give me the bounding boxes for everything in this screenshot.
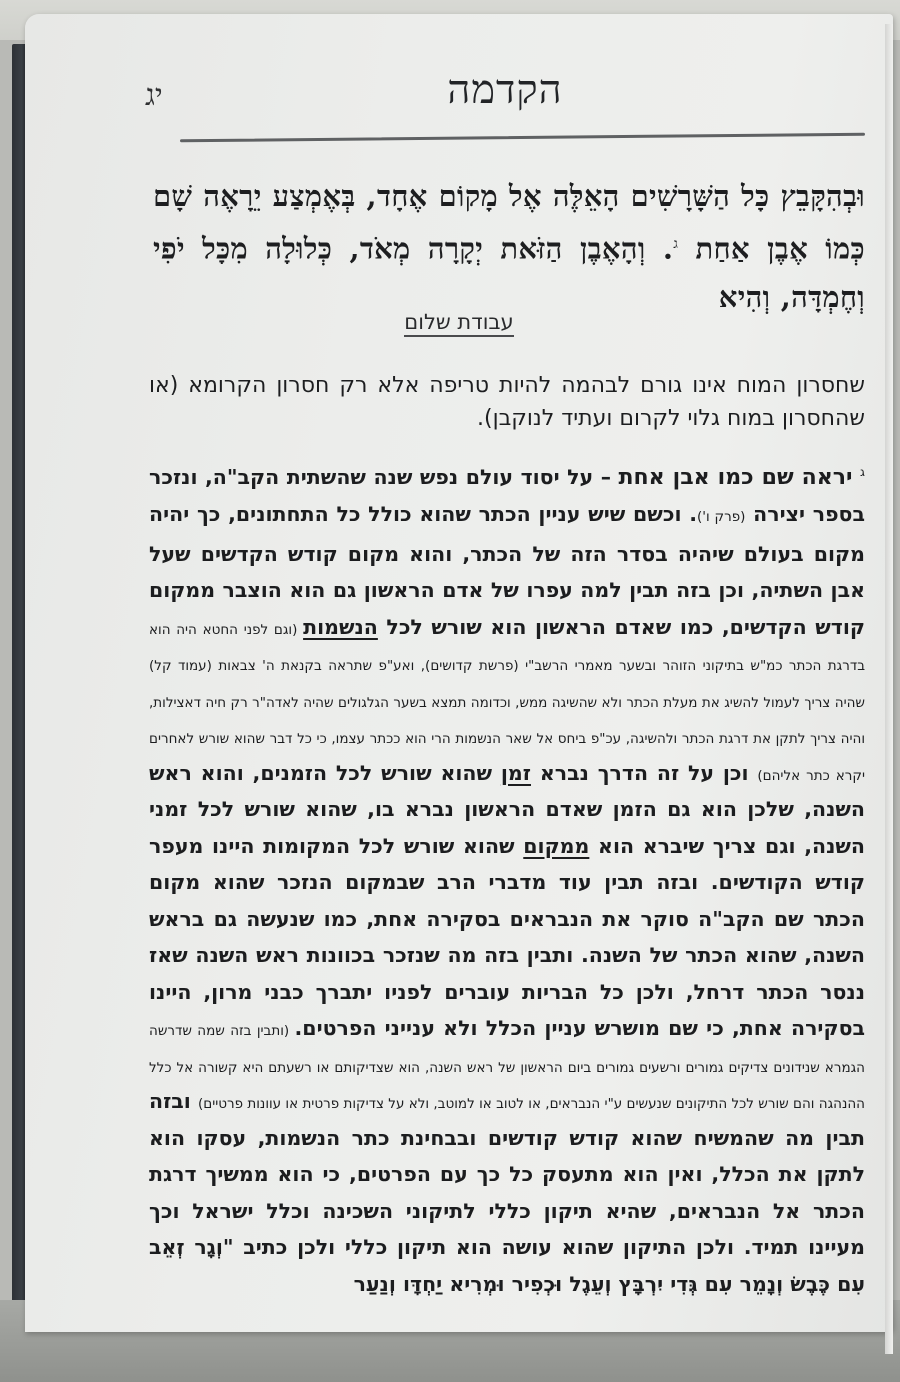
parenthetical-text: (וגם לפני החטא היה הוא בדרגת הכתר כמ"ש בתיקוני הזוהר ובשער מאמרי הרשב"י (149, 621, 865, 675)
parenthetical-text: , ואע"פ שתראה בקנאת ה' צבאות (211, 658, 426, 675)
page-title: הקדמה (447, 67, 563, 113)
footnote-marker: ג (673, 236, 679, 252)
page-number: יג (145, 78, 163, 113)
parenthetical-text: שהיה צריך לעמול להשיג את מעלת הכתר ולא שהשיגה ממש, וכדומה תמצא בשער הגלגולים שהיה לאדה"ר רק חיה דאצילות, והיה צריך לתקן את דרגת הכתר ולהשיגה, עכ"פ ביחס אל שאר הנשמות הרי הוא ככתר עצמו, כי כל דבר שהוא שורש לאחרים יקרא כתר אליהם) (149, 694, 865, 784)
book-page (25, 14, 893, 1332)
footnote-parenthetical: (ותבין בזה שמה שדרשה הגמרא שנידונים צדיקים גמורים ורשעים גמורים ביום הראשון של ראש השנה, הוא שצדיקותם או רשעתם היא קשורה אל כלל ההנהגה והם שורש לכל התיקונים שנעשים ע"י הנבראים, או לטוב או למוטב, ולא על צדיקות פרטית או עוונות פרטיים) (149, 1023, 865, 1113)
footnote-text: . וכשם שיש עניין הכתר שהוא כולל כל התחתונים, כך יהיה מקום בעולם שיהיה בסדר הזה של הכתר, והוא מקום קודש הקדשים שעל אבן השתיה, וכן בזה תבין למה עפרו של אדם הראשון גם הוא הוצבר ממקום קודש הקדשים, כמו שאדם הראשון הוא שורש לכל (149, 502, 865, 639)
commentary-heading-text: עבודת שלום (404, 310, 513, 337)
underlined-term: זמן (500, 760, 531, 785)
footnote-text: וכן על זה הדרך נברא (530, 760, 758, 785)
footnote-marker: ג (860, 465, 865, 479)
footnote-reference: (פרק ו') (696, 509, 746, 526)
main-verse-text (153, 172, 865, 321)
footnote-reference: (פרשת קדושים) (425, 658, 519, 675)
footnote-reference: (עמוד קל) (149, 658, 212, 675)
running-head (145, 60, 865, 120)
footnote-text: ובזה תבין מה שהמשיח שהוא קודש קודשים ובבחינת כתר הנשמות, עסקו הוא לתקן את הכלל, ואין הוא מתעסק כל כך עם הפרטים, כי הוא ממשיך דרגת הכתר אל הנבראים, שהיא תיקון כללי לתיקוני השכינה וכלל ישראל וכך מעיינו תמיד. ולכן התיקון שהוא עושה הוא תיקון כללי ולכן כתיב (149, 1089, 865, 1260)
commentary-text: שחסרון המוח אינו גורם לבהמה להיות טריפה אלא רק חסרון הקרומא (או שהחסרון במוח גלוי לקרום ועתיד לנוקבן). (149, 373, 865, 431)
footnote-dash: – (593, 464, 619, 489)
commentary-heading (25, 310, 893, 334)
footnote-text: על יסוד עולם נפש שנה שהשתית הקב"ה, ונזכר בספר יצירה (149, 464, 865, 527)
footnote-text: שהוא שורש לכל הזמנים, והוא ראש השנה, שלכן הוא גם הזמן שאדם הראשון נברא בו, שהוא שורש לכל זמני השנה, וגם צריך שיברא הוא (149, 760, 865, 858)
underlined-term: ממקום (523, 833, 590, 858)
footnote-text: שהוא שורש לכל המקומות היינו מעפר קודש הקודשים. ובזה תבין עוד מדברי הרב שבמקום הנזכר שהוא מקום הכתר שם הקב"ה סוקר את הנבראים בסקירה אחת, כמו שנעשה גם בראש השנה, שהוא הכתר של השנה. ותבין בזה מה שנזכר בכוונות ראש השנה שאז ננסר הכתר דרחל, ולכן כל הבריות עוברים לפניו יתברך כבני מרון, היינו בסקירה אחת, כי שם מושרש עניין הכלל ולא ענייני הפרטים. (149, 833, 866, 1041)
verse-text-part2: . וְהָאֶבֶן הַזֹּאת יְקָרָה מְאֹד, כְּלוּלָה מִכָּל יֹפִי וְחֶמְדָּה, וְהִיא (153, 231, 865, 314)
page-stack-edge (885, 24, 893, 1354)
header-divider (180, 133, 865, 143)
scripture-quote: "וְגָר זְאֵב עִם כֶּבֶשׂ וְנָמֵר עִם גְּדִי יִרְבָּץ וְעֵגֶל וּכְפִיר וּמְרִיא יַחְדָּו וְנַעַר (149, 1235, 865, 1296)
footnote-lemma: יראה שם כמו אבן אחת (618, 464, 853, 490)
verse-text-part1: וּבְהִקָּבֵץ כָּל הַשָּׁרָשִׁים הָאֵלֶּה אֶל מָקוֹם אֶחָד, בְּאֶמְצַע יֵרָאֶה שָׁם כְּמוֹ אֶבֶן אַחַת (153, 179, 865, 266)
footnote-block (149, 454, 865, 1302)
footnote-parenthetical (149, 622, 865, 784)
underlined-term: הנשמות (303, 614, 378, 639)
